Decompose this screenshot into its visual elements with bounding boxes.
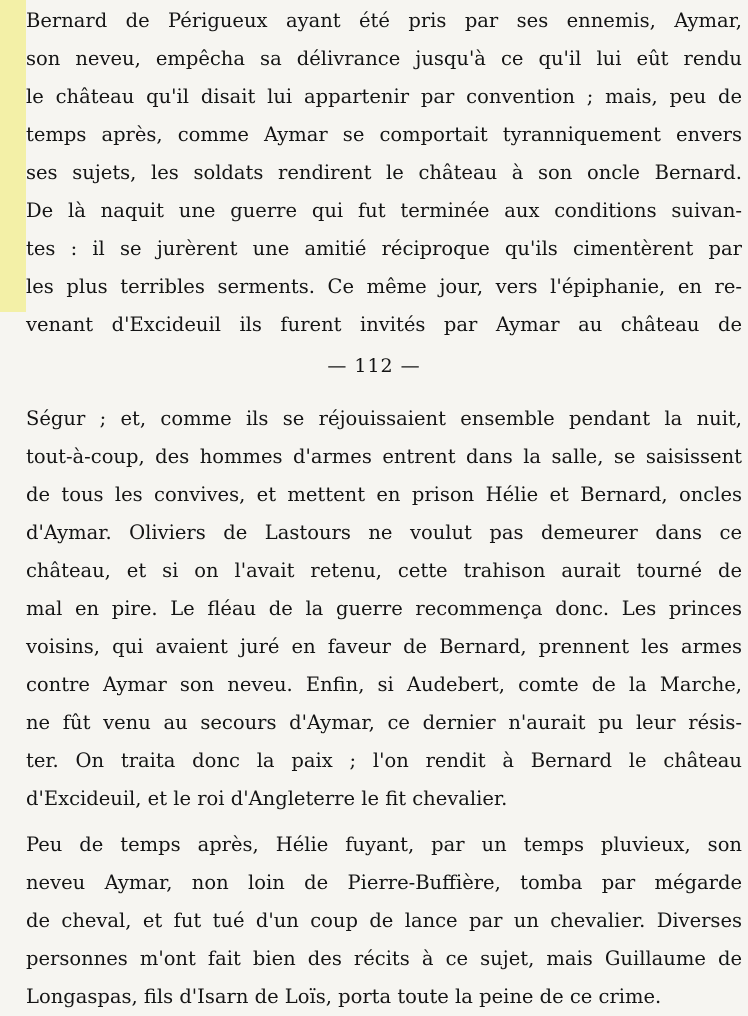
text-line: venant d'Excideuil ils furent invités par Aymar au château de xyxy=(26,313,742,336)
text-line: Peu de temps après, Hélie fuyant, par un temps pluvieux, son xyxy=(26,833,742,856)
text-line: château, et si on l'avait retenu, cette trahison aurait tourné de xyxy=(26,559,742,582)
text-line: contre Aymar son neveu. Enfin, si Audebert, comte de la Marche, xyxy=(26,673,742,696)
text-line: neveu Aymar, non loin de Pierre-Buffière, tomba par mégarde xyxy=(26,871,742,894)
text-line: temps après, comme Aymar se comportait tyranniquement envers xyxy=(26,123,742,146)
text-line: ne fût venu au secours d'Aymar, ce dernier n'aurait pu leur résis- xyxy=(26,711,742,734)
text-line: De là naquit une guerre qui fut terminée aux conditions suivan- xyxy=(26,199,742,222)
text-line: mal en pire. Le fléau de la guerre recommença donc. Les princes xyxy=(26,597,742,620)
text-line: Ségur ; et, comme ils se réjouissaient ensemble pendant la nuit, xyxy=(26,407,742,430)
text-line: voisins, qui avaient juré en faveur de Bernard, prennent les armes xyxy=(26,635,742,658)
text-line: Longaspas, fils d'Isarn de Loïs, porta toute la peine de ce crime. xyxy=(26,985,662,1008)
text-line: personnes m'ont fait bien des récits à ce sujet, mais Guillaume de xyxy=(26,947,742,970)
text-line: ses sujets, les soldats rendirent le château à son oncle Bernard. xyxy=(26,161,742,184)
text-line: tout-à-coup, des hommes d'armes entrent dans la salle, se saisissent xyxy=(26,445,742,468)
text-line: d'Aymar. Oliviers de Lastours ne voulut pas demeurer dans ce xyxy=(26,521,742,544)
bottom-text xyxy=(26,400,742,1016)
highlight-mark xyxy=(0,0,26,312)
text-line: tes : il se jurèrent une amitié réciproque qu'ils cimentèrent par xyxy=(26,237,742,260)
text-line: Bernard de Périgueux ayant été pris par ses ennemis, Aymar, xyxy=(26,9,742,32)
top-paragraph xyxy=(26,2,742,344)
text-line: de cheval, et fut tué d'un coup de lance par un chevalier. Diverses xyxy=(26,909,742,932)
text-line: de tous les convives, et mettent en prison Hélie et Bernard, oncles xyxy=(26,483,742,506)
text-line: le château qu'il disait lui appartenir par convention ; mais, peu de xyxy=(26,85,742,108)
text-line: d'Excideuil, et le roi d'Angleterre le fit chevalier. xyxy=(26,787,508,810)
paragraph xyxy=(26,400,742,818)
text-line: son neveu, empêcha sa délivrance jusqu'à ce qu'il lui eût rendu xyxy=(26,47,742,70)
page-number: — 112 — xyxy=(327,355,421,377)
text-line: les plus terribles serments. Ce même jour, vers l'épiphanie, en re- xyxy=(26,275,742,298)
paragraph xyxy=(26,826,742,1016)
text-line: ter. On traita donc la paix ; l'on rendit à Bernard le château xyxy=(26,749,742,772)
